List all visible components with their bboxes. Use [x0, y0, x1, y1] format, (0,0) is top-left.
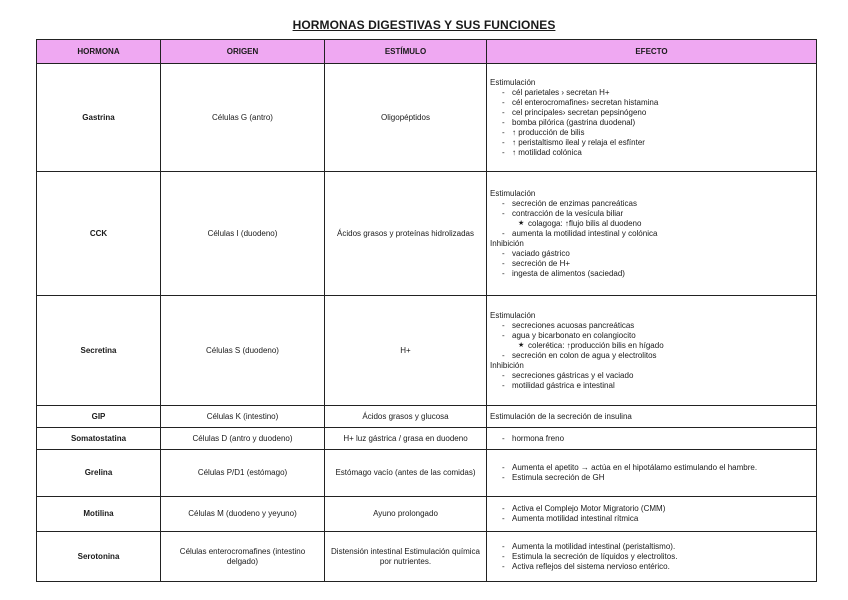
hormone-name: Secretina — [37, 296, 161, 406]
table-row — [37, 296, 817, 406]
hormone-origin: Células I (duodeno) — [161, 172, 325, 296]
hormone-name: GIP — [37, 406, 161, 428]
hormone-stimulus: Distensión intestinal Estimulación química por nutrientes. — [325, 532, 487, 582]
hormone-stimulus: H+ — [325, 296, 487, 406]
hormone-effect — [487, 428, 817, 450]
effect-item: - agua y bicarbonato en colangiocito — [490, 331, 813, 341]
effect-item: - cel principales› secretan pepsinógeno — [490, 108, 813, 118]
hormone-origin: Células P/D1 (estómago) — [161, 450, 325, 497]
effect-heading: Estimulación de la secreción de insulina — [490, 411, 632, 421]
effect-item: - Aumenta el apetito → actúa en el hipotálamo estimulando el hambre. — [490, 463, 813, 473]
header-efecto: EFECTO — [487, 40, 817, 64]
effect-item: - Estimula secreción de GH — [490, 473, 813, 483]
effect-item: - ↑ motilidad colónica — [490, 148, 813, 158]
hormone-effect — [487, 296, 817, 406]
hormone-name: Grelina — [37, 450, 161, 497]
effect-item: - secreción de H+ — [490, 259, 813, 269]
effect-item: - secreción en colon de agua y electrolitos — [490, 351, 813, 361]
header-origen: ORIGEN — [161, 40, 325, 64]
effect-item: - secreciones gástricas y el vaciado — [490, 371, 813, 381]
hormones-table — [36, 39, 817, 582]
effect-item: - cél parietales › secretan H+ — [490, 88, 813, 98]
effect-item: - bomba pilórica (gastrina duodenal) — [490, 118, 813, 128]
hormone-origin: Células S (duodeno) — [161, 296, 325, 406]
effect-heading: Inhibición — [490, 238, 524, 248]
header-hormona: HORMONA — [37, 40, 161, 64]
hormone-origin: Células M (duodeno y yeyuno) — [161, 497, 325, 532]
hormone-effect — [487, 64, 817, 172]
header-estimulo: ESTÍMULO — [325, 40, 487, 64]
table-row — [37, 497, 817, 532]
effect-item: - ↑ producción de bilis — [490, 128, 813, 138]
effect-item: - ↑ peristaltismo ileal y relaja el esfínter — [490, 138, 813, 148]
effect-heading: Estimulación — [490, 310, 536, 320]
effect-item: - Activa el Complejo Motor Migratorio (CMM) — [490, 504, 813, 514]
hormone-name: CCK — [37, 172, 161, 296]
table-row — [37, 406, 817, 428]
effect-item: - contracción de la vesícula biliar — [490, 209, 813, 219]
hormone-effect — [487, 450, 817, 497]
hormone-effect — [487, 532, 817, 582]
hormone-origin: Células G (antro) — [161, 64, 325, 172]
effect-item: - hormona freno — [490, 434, 813, 444]
effect-item: - secreción de enzimas pancreáticas — [490, 199, 813, 209]
hormone-name: Gastrina — [37, 64, 161, 172]
effect-heading: Estimulación — [490, 77, 536, 87]
hormone-stimulus: Ácidos grasos y proteínas hidrolizadas — [325, 172, 487, 296]
hormone-effect — [487, 172, 817, 296]
hormone-stimulus: Ácidos grasos y glucosa — [325, 406, 487, 428]
effect-heading: Inhibición — [490, 360, 524, 370]
effect-item: - motilidad gástrica e intestinal — [490, 381, 813, 391]
hormone-stimulus: Oligopéptidos — [325, 64, 487, 172]
page-title: HORMONAS DIGESTIVAS Y SUS FUNCIONES — [292, 18, 556, 32]
table-row — [37, 172, 817, 296]
effect-item: ★ colerética: ↑producción bilis en hígado — [490, 341, 813, 351]
table-row — [37, 532, 817, 582]
table-row — [37, 428, 817, 450]
effect-item: - vaciado gástrico — [490, 249, 813, 259]
table-row — [37, 64, 817, 172]
effect-item: - secreciones acuosas pancreáticas — [490, 321, 813, 331]
effect-item: - Estimula la secreción de líquidos y electrolitos. — [490, 552, 813, 562]
hormone-name: Serotonina — [37, 532, 161, 582]
table-header-row — [37, 40, 817, 64]
hormone-effect — [487, 497, 817, 532]
effect-item: - Activa reflejos del sistema nervioso entérico. — [490, 562, 813, 572]
effect-item: - ingesta de alimentos (saciedad) — [490, 269, 813, 279]
effect-item: - cél enterocromafines› secretan histamina — [490, 98, 813, 108]
hormone-name: Motilina — [37, 497, 161, 532]
effect-item: - Aumenta motilidad intestinal rítmica — [490, 514, 813, 524]
hormone-origin: Células K (intestino) — [161, 406, 325, 428]
hormone-stimulus: Estómago vacío (antes de las comidas) — [325, 450, 487, 497]
hormone-stimulus: Ayuno prolongado — [325, 497, 487, 532]
hormone-name: Somatostatina — [37, 428, 161, 450]
table-row — [37, 450, 817, 497]
effect-item: ★ colagoga: ↑flujo bilis al duodeno — [490, 219, 813, 229]
hormone-origin: Células enterocromafines (intestino delgado) — [161, 532, 325, 582]
hormone-effect — [487, 406, 817, 428]
effect-heading: Estimulación — [490, 188, 536, 198]
hormone-stimulus: H+ luz gástrica / grasa en duodeno — [325, 428, 487, 450]
effect-item: - Aumenta la motilidad intestinal (peristaltismo). — [490, 542, 813, 552]
hormone-origin: Células D (antro y duodeno) — [161, 428, 325, 450]
effect-item: - aumenta la motilidad intestinal y colónica — [490, 229, 813, 239]
